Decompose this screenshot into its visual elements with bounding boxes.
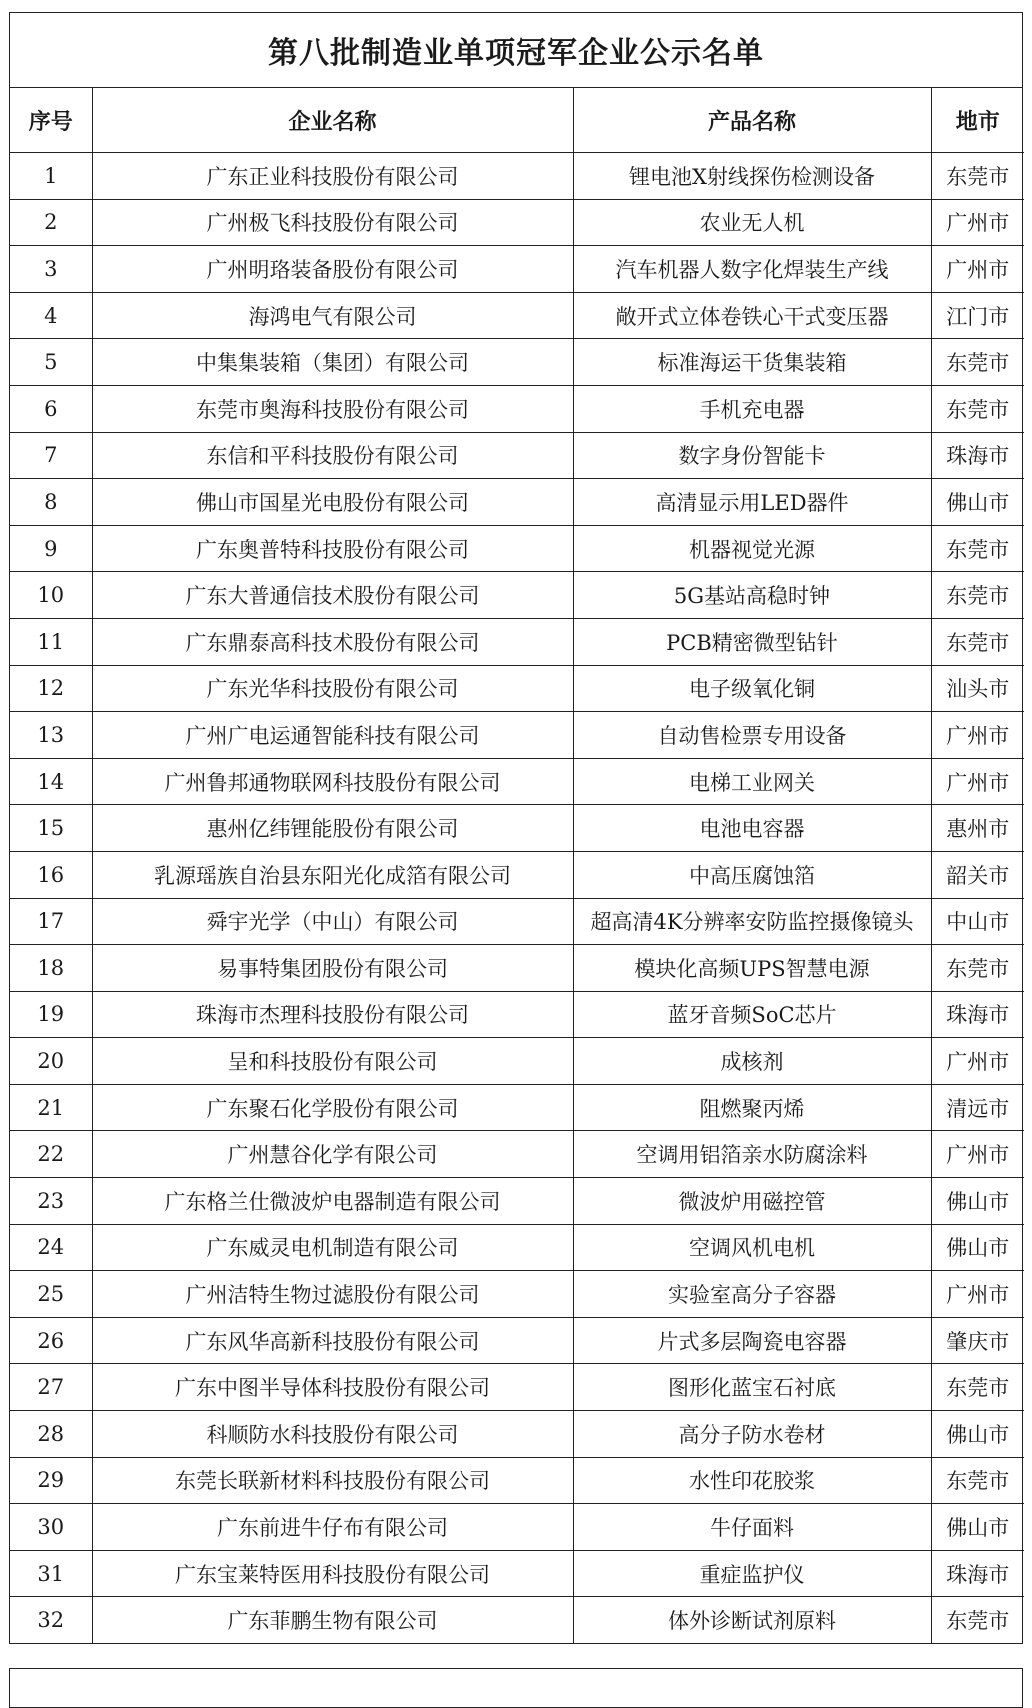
cell-city: 广州市	[931, 758, 1024, 805]
table-row	[10, 1411, 1024, 1458]
header-product: 产品名称	[573, 88, 931, 153]
announcement-table-sheet	[9, 12, 1023, 1644]
cell-product: 重症监护仪	[573, 1550, 931, 1597]
cell-product: 数字身份智能卡	[573, 432, 931, 479]
table-row	[10, 712, 1024, 759]
table-row	[10, 572, 1024, 619]
cell-no: 14	[10, 758, 92, 805]
table-row	[10, 898, 1024, 945]
table-row	[10, 1317, 1024, 1364]
cell-product: PCB精密微型钻针	[573, 618, 931, 665]
cell-company: 中集集装箱（集团）有限公司	[92, 339, 573, 386]
cell-product: 空调风机电机	[573, 1224, 931, 1271]
cell-product: 高分子防水卷材	[573, 1411, 931, 1458]
cell-city: 东莞市	[931, 1457, 1024, 1504]
cell-city: 东莞市	[931, 525, 1024, 572]
table-row	[10, 618, 1024, 665]
cell-product: 电梯工业网关	[573, 758, 931, 805]
cell-no: 2	[10, 199, 92, 246]
cell-city: 广州市	[931, 1038, 1024, 1085]
cell-company: 广东宝莱特医用科技股份有限公司	[92, 1550, 573, 1597]
table-row	[10, 525, 1024, 572]
cell-city: 清远市	[931, 1084, 1024, 1131]
cell-no: 13	[10, 712, 92, 759]
cell-city: 肇庆市	[931, 1317, 1024, 1364]
cell-city: 东莞市	[946, 1609, 1010, 1634]
cell-product: 敞开式立体卷铁心干式变压器	[573, 292, 931, 339]
cell-product: 农业无人机	[573, 199, 931, 246]
cell-product: 阻燃聚丙烯	[573, 1084, 931, 1131]
cell-no: 21	[10, 1084, 92, 1131]
table-row	[10, 1504, 1024, 1551]
table-row	[10, 1131, 1024, 1178]
cell-product: 电池电容器	[573, 805, 931, 852]
cell-no: 6	[10, 385, 92, 432]
cell-city: 广州市	[931, 1131, 1024, 1178]
cell-city: 中山市	[931, 898, 1024, 945]
cell-city: 江门市	[931, 292, 1024, 339]
cell-product: 超高清4K分辨率安防监控摄像镜头	[573, 898, 931, 945]
cell-product: 微波炉用磁控管	[573, 1178, 931, 1225]
table-row	[10, 479, 1024, 526]
cell-company: 易事特集团股份有限公司	[92, 945, 573, 992]
cell-city: 佛山市	[931, 479, 1024, 526]
cell-no: 11	[10, 618, 92, 665]
cell-no: 15	[10, 805, 92, 852]
cell-product: 空调用铝箔亲水防腐涂料	[573, 1131, 931, 1178]
cell-product: 蓝牙音频SoC芯片	[573, 991, 931, 1038]
cell-product: 片式多层陶瓷电容器	[573, 1317, 931, 1364]
table-row	[10, 805, 1024, 852]
cell-city: 广州市	[931, 712, 1024, 759]
table-row	[10, 851, 1024, 898]
cell-product: 成核剂	[573, 1038, 931, 1085]
cell-city: 东莞市	[931, 153, 1024, 200]
table-row	[10, 292, 1024, 339]
table-row	[10, 1457, 1024, 1504]
cell-product: 机器视觉光源	[573, 525, 931, 572]
cell-no: 20	[10, 1038, 92, 1085]
cell-city: 佛山市	[931, 1411, 1024, 1458]
page-title: 第八批制造业单项冠军企业公示名单	[10, 13, 1022, 88]
cell-company: 广东中图半导体科技股份有限公司	[92, 1364, 573, 1411]
cell-product: 高清显示用LED器件	[573, 479, 931, 526]
cell-city: 佛山市	[931, 1224, 1024, 1271]
cell-company: 舜宇光学（中山）有限公司	[92, 898, 573, 945]
cell-no: 23	[10, 1178, 92, 1225]
table-row	[10, 1271, 1024, 1318]
table-row	[10, 199, 1024, 246]
cell-no: 12	[10, 665, 92, 712]
cell-city: 珠海市	[931, 1550, 1024, 1597]
cell-city: 佛山市	[931, 1178, 1024, 1225]
table-row	[10, 385, 1024, 432]
table-header-row	[10, 88, 1024, 153]
cell-company: 科顺防水科技股份有限公司	[92, 1411, 573, 1458]
cell-no: 10	[10, 572, 92, 619]
cell-product: 自动售检票专用设备	[573, 712, 931, 759]
cell-no: 3	[10, 246, 92, 293]
cell-no: 9	[10, 525, 92, 572]
cell-city: 东莞市	[931, 945, 1024, 992]
header-company: 企业名称	[92, 88, 573, 153]
cell-company: 广东奥普特科技股份有限公司	[92, 525, 573, 572]
cell-city: 广州市	[931, 199, 1024, 246]
cell-city: 广州市	[931, 1271, 1024, 1318]
cell-city: 东莞市	[931, 618, 1024, 665]
cell-no: 8	[10, 479, 92, 526]
header-city: 地市	[931, 88, 1024, 153]
table-row	[10, 1364, 1024, 1411]
cell-company: 广东前进牛仔布有限公司	[92, 1504, 573, 1551]
cell-city: 珠海市	[931, 991, 1024, 1038]
champion-list-table	[10, 88, 1024, 1643]
cell-no: 16	[10, 851, 92, 898]
cell-company: 佛山市国星光电股份有限公司	[92, 479, 573, 526]
cell-company: 广州明珞装备股份有限公司	[92, 246, 573, 293]
cell-product: 5G基站高稳时钟	[573, 572, 931, 619]
cell-company: 广东威灵电机制造有限公司	[92, 1224, 573, 1271]
table-row	[10, 153, 1024, 200]
cell-product: 模块化高频UPS智慧电源	[573, 945, 931, 992]
cell-product: 电子级氧化铜	[573, 665, 931, 712]
cell-company: 广州极飞科技股份有限公司	[92, 199, 573, 246]
cell-no: 1	[10, 153, 92, 200]
table-row	[10, 1038, 1024, 1085]
cell-company: 珠海市杰理科技股份有限公司	[92, 991, 573, 1038]
cell-city: 广州市	[931, 246, 1024, 293]
cell-company: 东莞长联新材料科技股份有限公司	[92, 1457, 573, 1504]
table-row	[10, 246, 1024, 293]
cell-company: 广东菲鹏生物有限公司	[92, 1597, 573, 1643]
cell-company: 广东聚石化学股份有限公司	[92, 1084, 573, 1131]
cell-city: 汕头市	[931, 665, 1024, 712]
cell-company: 广州慧谷化学有限公司	[92, 1131, 573, 1178]
cell-no: 25	[10, 1271, 92, 1318]
table-row	[10, 758, 1024, 805]
cell-no: 4	[10, 292, 92, 339]
table-row	[10, 1178, 1024, 1225]
cell-product: 实验室高分子容器	[573, 1271, 931, 1318]
cell-no: 18	[10, 945, 92, 992]
cell-no: 19	[10, 991, 92, 1038]
cell-no: 5	[10, 339, 92, 386]
table-row	[10, 665, 1024, 712]
cell-city: 东莞市	[931, 1364, 1024, 1411]
cell-no: 7	[10, 432, 92, 479]
cell-city: 东莞市	[931, 385, 1024, 432]
cell-no: 26	[10, 1317, 92, 1364]
cell-company: 海鸿电气有限公司	[92, 292, 573, 339]
table-row	[10, 991, 1024, 1038]
cell-company: 广州洁特生物过滤股份有限公司	[92, 1271, 573, 1318]
cell-city: 惠州市	[931, 805, 1024, 852]
table-row	[10, 432, 1024, 479]
cell-company: 乳源瑶族自治县东阳光化成箔有限公司	[92, 851, 573, 898]
cell-product: 中高压腐蚀箔	[573, 851, 931, 898]
cell-company: 广东鼎泰高科技术股份有限公司	[92, 618, 573, 665]
cell-no: 28	[10, 1411, 92, 1458]
cell-product: 牛仔面料	[573, 1504, 931, 1551]
cell-company: 广东光华科技股份有限公司	[92, 665, 573, 712]
cell-product: 标准海运干货集装箱	[573, 339, 931, 386]
table-row	[10, 1084, 1024, 1131]
table-row	[10, 945, 1024, 992]
cell-no: 24	[10, 1224, 92, 1271]
cell-no: 17	[10, 898, 92, 945]
cell-product: 锂电池X射线探伤检测设备	[573, 153, 931, 200]
cell-company: 广东格兰仕微波炉电器制造有限公司	[92, 1178, 573, 1225]
cell-product: 图形化蓝宝石衬底	[573, 1364, 931, 1411]
cell-city: 佛山市	[931, 1504, 1024, 1551]
cell-company: 广东大普通信技术股份有限公司	[92, 572, 573, 619]
header-no: 序号	[10, 88, 92, 153]
cell-company: 呈和科技股份有限公司	[92, 1038, 573, 1085]
cell-city: 珠海市	[931, 432, 1024, 479]
cell-company: 东莞市奥海科技股份有限公司	[92, 385, 573, 432]
cell-city: 韶关市	[931, 851, 1024, 898]
cell-company: 广州鲁邦通物联网科技股份有限公司	[92, 758, 573, 805]
cell-product: 水性印花胶浆	[573, 1457, 931, 1504]
cell-company: 惠州亿纬锂能股份有限公司	[92, 805, 573, 852]
cell-company: 广东正业科技股份有限公司	[92, 153, 573, 200]
cell-product: 体外诊断试剂原料	[573, 1597, 931, 1643]
cell-no: 27	[10, 1364, 92, 1411]
cell-company: 广州广电运通智能科技有限公司	[92, 712, 573, 759]
table-row	[10, 1597, 1024, 1643]
cell-no: 32	[10, 1597, 92, 1643]
cell-no: 31	[10, 1550, 92, 1597]
cell-no: 29	[10, 1457, 92, 1504]
cell-city: 东莞市	[931, 339, 1024, 386]
cell-city: 东莞市	[931, 572, 1024, 619]
cell-product: 手机充电器	[573, 385, 931, 432]
cell-company: 东信和平科技股份有限公司	[92, 432, 573, 479]
table-body	[10, 153, 1024, 1644]
cell-no: 30	[10, 1504, 92, 1551]
table-row	[10, 1550, 1024, 1597]
table-row	[10, 1224, 1024, 1271]
cell-no: 22	[10, 1131, 92, 1178]
table-row	[10, 339, 1024, 386]
cell-product: 汽车机器人数字化焊装生产线	[573, 246, 931, 293]
cell-company: 广东风华高新科技股份有限公司	[92, 1317, 573, 1364]
next-table-sheet-edge	[9, 1668, 1023, 1708]
